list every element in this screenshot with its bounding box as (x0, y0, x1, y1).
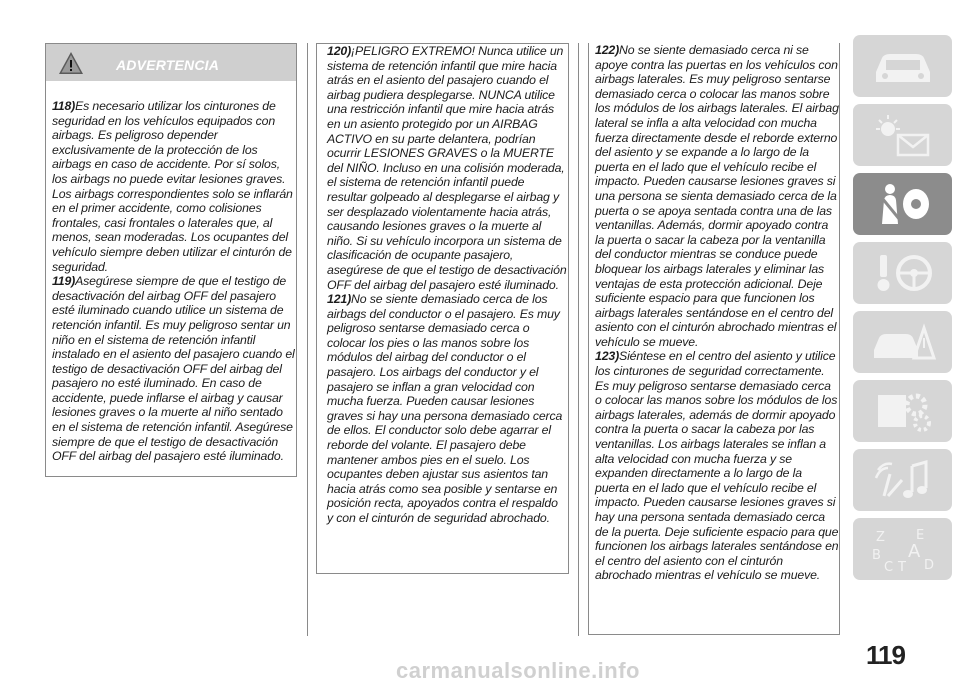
item-number: 120) (327, 44, 352, 58)
warning-item (52, 99, 296, 274)
warning-item (327, 292, 567, 526)
index-letter: C (883, 560, 893, 573)
index-letter: B (871, 548, 881, 563)
alphabet-index-icon (868, 525, 938, 573)
item-text: No se siente demasiado cerca de los airbags del conductor o el pasajero. Es muy peligroso sentarse demasiado cerca o colocar los pies o las manos sobre los módulos del airbag del conductor o el pasajero. Los airbags del conductor y el pasajero se inflan a gran velocidad con mucha fuerza. Pueden causar lesiones graves si hay una persona demasiado cerca de ellos. El conductor solo debe agarrar el reborde del volante. El pasajero debe mantener ambos pies en el suelo. Los ocupantes deben ajustar sus asientos tan hacia atrás como sea posible y sentarse en posición recta, apoyados contra el respaldo y con el cinturón de seguridad abrochado. (327, 292, 563, 525)
middle-column-box (316, 43, 569, 574)
multimedia-icon (868, 456, 938, 504)
tab-multimedia[interactable] (853, 449, 952, 511)
warning-item (52, 274, 296, 464)
tab-starting-driving[interactable] (853, 242, 952, 304)
index-letter: A (907, 541, 920, 562)
warning-header (46, 44, 296, 81)
middle-column-text (327, 44, 567, 526)
warning-title: ADVERTENCIA (116, 57, 220, 73)
column-divider (307, 43, 308, 636)
gears-maintenance-icon (868, 387, 938, 435)
tab-index[interactable] (853, 518, 952, 580)
item-text: ¡PELIGRO EXTREMO! Nunca utilice un sistema de retención infantil que mire hacia atrás en el asiento del pasajero cuando el airbag pudiera desplegarse. NUNCA utilice una restricción infantil que mire hacia atrás en un asiento protegido por un AIRBAG ACTIVO en su parte delantera, podrían ocurrir LESIONES GRAVES o la MUERTE del NIÑO. Incluso en una colisión moderada, el sistema de retención infantil puede resultar golpeado al desplegarse el airbag y ser desplazado violentamente hacia atrás, causando lesiones graves o la muerte al niño. Si su vehículo incorpora un sistema de clasificación de ocupante pasajero, asegúrese de que el testigo de desactivación OFF del airbag del pasajero esté iluminado. (327, 44, 567, 292)
tab-warning-lights[interactable] (853, 104, 952, 166)
key-steering-wheel-icon (868, 249, 938, 297)
index-letter: E (915, 528, 924, 543)
item-number: 121) (327, 292, 352, 307)
right-column-box (588, 43, 840, 635)
item-text: No se siente demasiado cerca ni se apoye contra las puertas en los vehículos con airbags laterales. Es muy peligroso sentarse demasiado cerca o colocar las manos sobre los módulos de los airbags laterales. El airbag lateral se infla a alta velocidad con mucha fuerza directamente desde el reborde externo del asiento y se expande a lo largo de la puerta en el lado que el vehículo recibe el impacto. Pueden causarse lesiones graves si una persona se sienta demasiado cerca de la puerta o se apoya sentada contra una de las ventanillas. Además, dormir apoyado contra la puerta o sacar la cabeza por la ventanilla del conductor mientras se conduce puede bloquear los airbags laterales y eliminar las ventajas de esta protección adicional. Deje suficiente espacio para que funcionen los airbags laterales sentándose en el centro del asiento con el cinturón abrochado mientras el vehículo se mueve. (595, 43, 839, 349)
index-letter: D (923, 558, 934, 573)
item-number: 123) (595, 349, 620, 364)
warning-item (327, 44, 567, 292)
seatbelt-airbag-icon (868, 180, 938, 228)
chapter-tabs (853, 35, 952, 587)
item-number: 122) (595, 43, 620, 57)
tab-dashboard[interactable] (853, 35, 952, 97)
warning-body (52, 99, 296, 464)
warning-item (595, 43, 839, 349)
warning-lights-icon (868, 111, 938, 159)
warning-triangle-icon (58, 51, 84, 75)
car-dashboard-icon (868, 42, 938, 90)
item-number: 118) (52, 99, 76, 113)
page-number: 119 (866, 640, 905, 670)
car-breakdown-icon (868, 318, 938, 366)
item-text: Es necesario utilizar los cinturones de seguridad en los vehículos equipados con airbags. Es peligroso depender exclusivamente de la protección de los airbags en caso de accidente. Por sí solos, los airbags no puede evitar lesiones graves. Los airbags correspondientes solo se inflarán en el primer accidente, como colisiones frontales, casi frontales o laterales que, al menos, sean moderadas. Los ocupantes del vehículo siempre deben utilizar el cinturón de seguridad. (52, 99, 293, 274)
watermark: carmanualsonline.info (396, 658, 640, 683)
warning-box (45, 43, 297, 477)
tab-safety[interactable] (853, 173, 952, 235)
item-text: Asegúrese siempre de que el testigo de desactivación del airbag OFF del pasajero esté iluminado cuando utilice un sistema de retención infantil. Es muy peligroso sentar un niño en el sistema de retención infantil instalado en el asiento del pasajero cuando el testigo de desactivación OFF del airbag del pasajero no esté iluminado. En caso de accidente, puede inflarse el airbag y causar lesiones graves o la muerte al niño sentado en el sistema de retención infantil. Asegúrese siempre de que el testigo de desactivación OFF del airbag del pasajero esté iluminado. (52, 274, 295, 464)
index-letter: Z (875, 530, 885, 545)
tab-maintenance[interactable] (853, 380, 952, 442)
item-number: 119) (52, 274, 76, 289)
right-column-text (595, 43, 839, 583)
index-letter: T (897, 560, 906, 573)
item-text: Siéntese en el centro del asiento y utilice los cinturones de seguridad correctamente. Es muy peligroso sentarse demasiado cerca o colocar las manos sobre los módulos de los airbags laterales, además de dormir apoyado contra la puerta o sacar la cabeza por las ventanillas. Los airbags laterales se inflan a alta velocidad con mucha fuerza y se expanden directamente a lo largo de la puerta en el lado que el vehículo recibe el impacto. Pueden causarse lesiones graves si hay una persona sentada demasiado cerca de la puerta. Deje suficiente espacio para que funcionen los airbags laterales sentándose en el centro del asiento con el cinturón abrochado mientras el vehículo se mueve. (595, 349, 839, 583)
warning-item (595, 349, 839, 583)
tab-emergency[interactable] (853, 311, 952, 373)
column-divider (578, 43, 579, 636)
